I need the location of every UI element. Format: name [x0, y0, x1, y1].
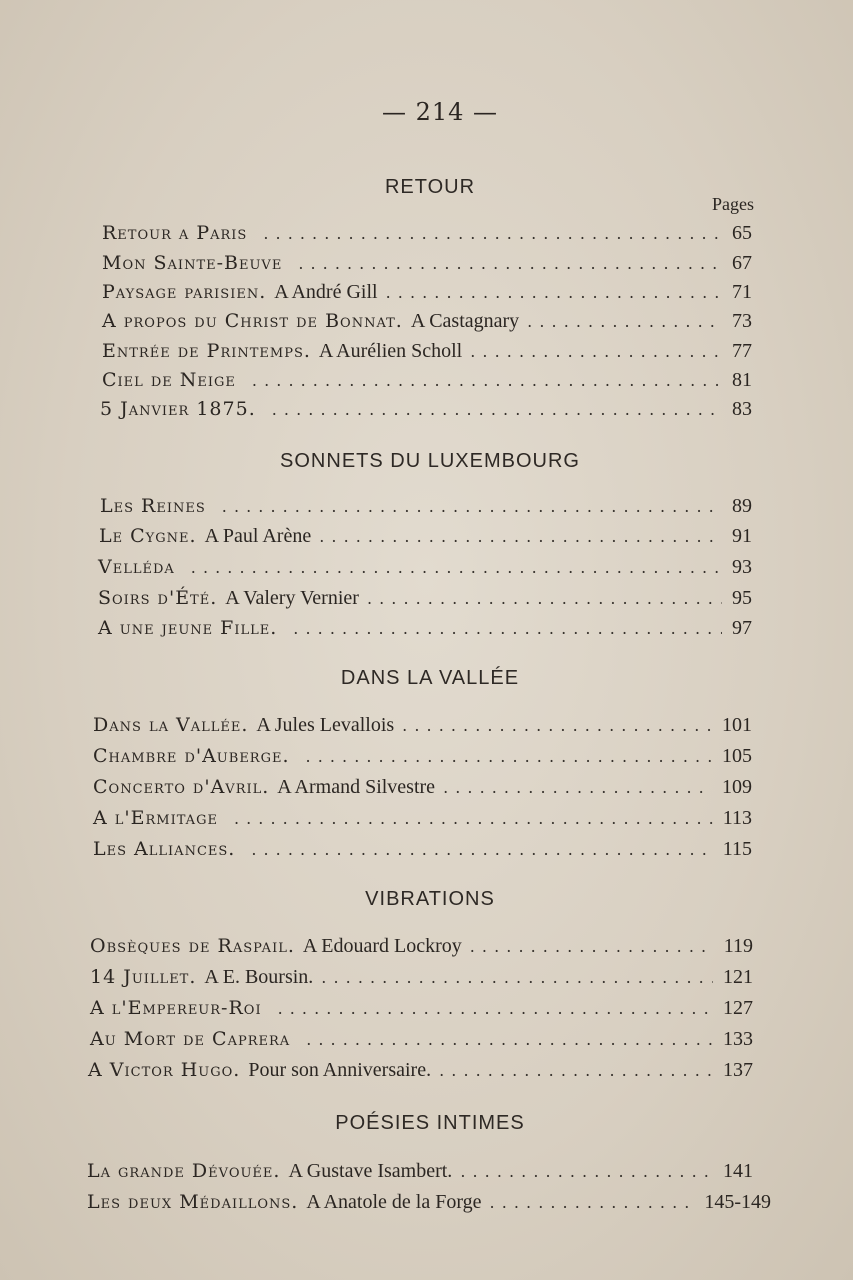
toc-entry: [93, 838, 752, 868]
entry-title: Paysage parisien.: [102, 281, 267, 303]
dot-leader: [252, 371, 722, 390]
entry-title: Le Cygne.: [99, 525, 197, 547]
dot-leader: [251, 840, 712, 859]
entry-title: 5 Janvier 1875.: [100, 398, 256, 420]
entry-dedication: A Gustave Isambert.: [288, 1160, 453, 1182]
entry-dedication: A E. Boursin.: [204, 966, 314, 988]
entry-dedication: A Castagnary: [410, 310, 520, 332]
entry-title: Mon Sainte-Beuve: [102, 252, 283, 274]
entry-title: 14 Juillet.: [90, 966, 197, 988]
entry-page: 93: [732, 556, 752, 578]
entry-dedication: Pour son Anniversaire.: [248, 1059, 432, 1081]
entry-page: 133: [723, 1028, 753, 1050]
dot-leader: [470, 937, 714, 956]
entry-title: A l'Ermitage: [93, 807, 218, 829]
dot-leader: [306, 747, 712, 766]
pages-column-label: Pages: [712, 194, 754, 214]
section-title-retour: RETOUR: [384, 176, 476, 198]
dot-leader: [306, 1030, 713, 1049]
entry-dedication: A Armand Silvestre: [277, 776, 436, 798]
dot-leader: [443, 778, 712, 797]
entry-title: A propos du Christ de Bonnat.: [102, 310, 403, 332]
entry-page: 141: [723, 1160, 753, 1182]
entry-title: Ciel de Neige: [102, 369, 236, 391]
dot-leader: [460, 1162, 713, 1181]
toc-entry: [100, 495, 752, 525]
entry-title: Dans la Vallée.: [93, 714, 249, 736]
toc-entry: [102, 281, 752, 311]
toc-entry: [100, 398, 752, 428]
toc-entry: [102, 340, 752, 370]
entry-page: 73: [732, 310, 752, 332]
toc-entry: [98, 587, 752, 617]
entry-page: 145-149: [704, 1191, 771, 1213]
entry-page: 137: [723, 1059, 753, 1081]
toc-entry: [90, 997, 753, 1027]
entry-title: Les deux Médaillons.: [87, 1191, 299, 1213]
entry-title: A une jeune Fille.: [98, 617, 278, 639]
section-title-vallee: DANS LA VALLÉE: [340, 667, 520, 689]
dot-leader: [439, 1061, 713, 1080]
entry-title: Les Alliances.: [93, 838, 236, 860]
entry-page: 119: [723, 935, 753, 957]
toc-entry: [93, 745, 752, 775]
entry-title: Concerto d'Avril.: [93, 776, 270, 798]
entry-page: 121: [723, 966, 753, 988]
entry-dedication: A Aurélien Scholl: [318, 340, 463, 362]
dot-leader: [234, 809, 713, 828]
toc-entry: [90, 966, 753, 996]
toc-entry: [102, 252, 752, 282]
entry-page: 65: [732, 222, 752, 244]
section-title-sonnets: SONNETS DU LUXEMBOURG: [280, 450, 580, 472]
section-title-poesies: POÉSIES INTIMES: [335, 1112, 525, 1134]
toc-entry: [102, 310, 752, 340]
entry-page: 97: [732, 617, 752, 639]
dot-leader: [321, 968, 713, 987]
section-title-vibrations: VIBRATIONS: [365, 888, 495, 910]
entry-title: A Victor Hugo.: [88, 1059, 241, 1081]
toc-entry: [90, 1028, 753, 1058]
toc-entry: [87, 1191, 771, 1221]
toc-entry: [93, 776, 752, 806]
entry-title: Velléda: [98, 556, 175, 578]
dot-leader: [367, 589, 722, 608]
dot-leader: [298, 254, 722, 273]
entry-page: 109: [722, 776, 752, 798]
toc-entry: [98, 556, 752, 586]
entry-dedication: A Valery Vernier: [225, 587, 359, 609]
entry-page: 83: [732, 398, 752, 420]
entry-title: Soirs d'Été.: [98, 587, 218, 609]
dot-leader: [293, 619, 722, 638]
dot-leader: [222, 497, 722, 516]
toc-entry: [99, 525, 752, 555]
entry-dedication: A Anatole de la Forge: [306, 1191, 482, 1213]
entry-page: 115: [722, 838, 752, 860]
dot-leader: [263, 224, 722, 243]
toc-entry: [93, 714, 752, 744]
toc-entry: [90, 935, 753, 965]
entry-title: Au Mort de Caprera: [90, 1028, 291, 1050]
toc-entry: [102, 222, 752, 252]
dot-leader: [386, 283, 722, 302]
dot-leader: [191, 558, 722, 577]
entry-page: 105: [722, 745, 752, 767]
toc-entry: [98, 617, 752, 647]
toc-entry: [102, 369, 752, 399]
entry-page: 77: [732, 340, 752, 362]
toc-entry: [93, 807, 752, 837]
entry-dedication: A André Gill: [274, 281, 378, 303]
dot-leader: [470, 342, 722, 361]
entry-page: 113: [722, 807, 752, 829]
dot-leader: [490, 1193, 695, 1212]
entry-title: Les Reines: [100, 495, 206, 517]
dot-leader: [527, 312, 722, 331]
entry-page: 127: [723, 997, 753, 1019]
dot-leader: [402, 716, 712, 735]
entry-title: La grande Dévouée.: [87, 1160, 281, 1182]
entry-dedication: A Edouard Lockroy: [302, 935, 462, 957]
entry-title: Chambre d'Auberge.: [93, 745, 290, 767]
entry-title: Entrée de Printemps.: [102, 340, 311, 362]
page-number: — 214 —: [381, 98, 499, 126]
entry-page: 89: [732, 495, 752, 517]
entry-page: 67: [732, 252, 752, 274]
entry-title: A l'Empereur-Roi: [90, 997, 262, 1019]
entry-title: Retour a Paris: [102, 222, 248, 244]
entry-page: 101: [722, 714, 752, 736]
entry-page: 95: [732, 587, 752, 609]
entry-dedication: A Jules Levallois: [256, 714, 395, 736]
entry-page: 91: [732, 525, 752, 547]
entry-title: Obsèques de Raspail.: [90, 935, 295, 957]
dot-leader: [272, 400, 722, 419]
entry-page: 71: [732, 281, 752, 303]
entry-page: 81: [732, 369, 752, 391]
entry-dedication: A Paul Arène: [204, 525, 312, 547]
toc-entry: [88, 1059, 753, 1089]
dot-leader: [278, 999, 713, 1018]
dot-leader: [319, 527, 722, 546]
toc-entry: [87, 1160, 753, 1190]
